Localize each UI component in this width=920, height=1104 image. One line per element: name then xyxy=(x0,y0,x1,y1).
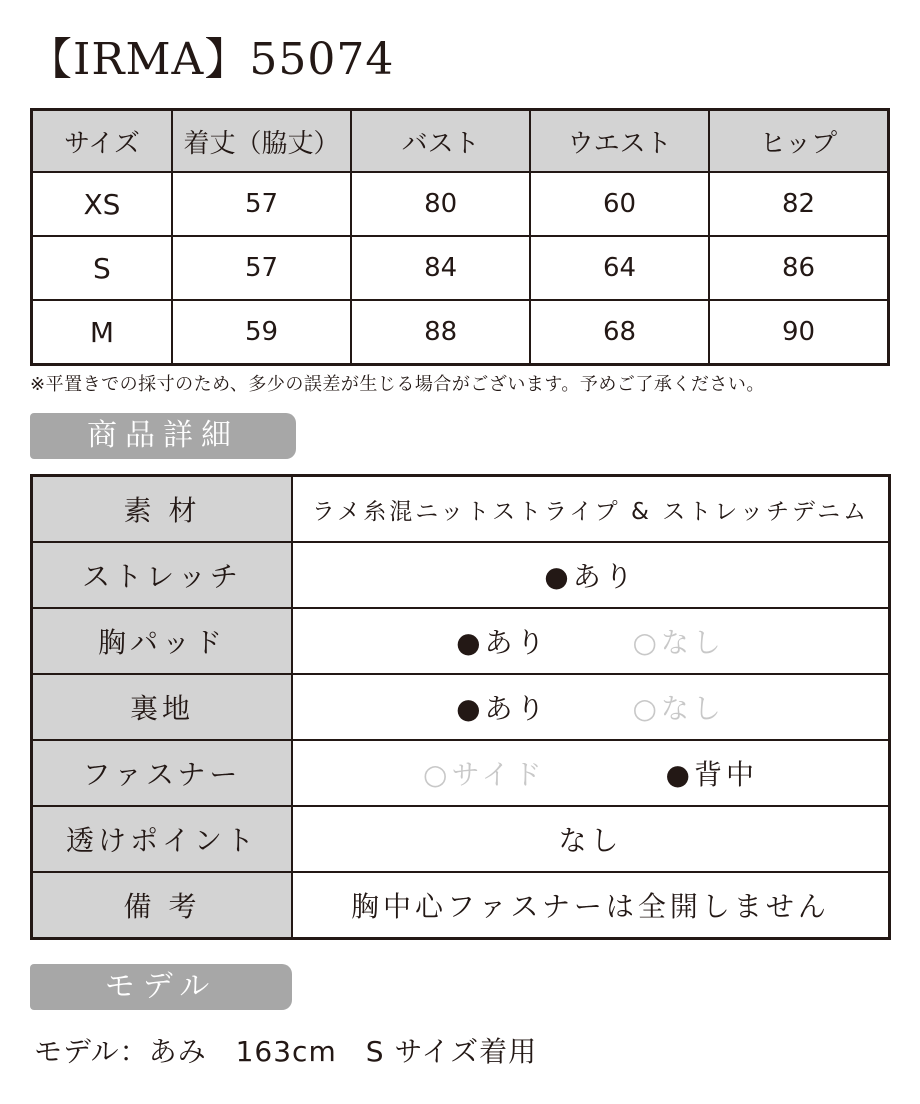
bust-cell: 88 xyxy=(351,300,530,365)
detail-row-fastener xyxy=(32,740,890,806)
lining-label: 裏地 xyxy=(32,674,293,740)
header-waist: ウエスト xyxy=(530,110,709,173)
chest-pad-label: 胸パッド xyxy=(32,608,293,674)
lining-option-yes: ●あり xyxy=(456,692,549,725)
size-table-header xyxy=(32,110,889,173)
header-length: 着丈（脇丈） xyxy=(172,110,351,173)
table-row xyxy=(32,236,889,300)
size-table xyxy=(30,108,890,366)
page-title: 【IRMA】55074 xyxy=(28,34,395,85)
table-row xyxy=(32,300,889,365)
material-value: ラメ糸混ニットストライプ & ストレッチデニム xyxy=(292,476,890,543)
chest-pad-value xyxy=(292,608,890,674)
model-section-heading: モデル xyxy=(30,964,292,1010)
hip-cell: 82 xyxy=(709,172,888,236)
hip-cell: 90 xyxy=(709,300,888,365)
waist-cell: 60 xyxy=(530,172,709,236)
chest-pad-option-no: ○なし xyxy=(632,626,725,659)
material-label: 素 材 xyxy=(32,476,293,543)
chest-pad-option-yes: ●あり xyxy=(456,626,549,659)
remarks-value: 胸中心ファスナーは全開しません xyxy=(292,872,890,939)
header-hip: ヒップ xyxy=(709,110,888,173)
fastener-value xyxy=(292,740,890,806)
lining-value xyxy=(292,674,890,740)
sheer-value: なし xyxy=(292,806,890,872)
length-cell: 57 xyxy=(172,236,351,300)
bust-cell: 84 xyxy=(351,236,530,300)
model-info: モデル：あみ 163cm S サイズ着用 xyxy=(34,1035,538,1068)
waist-cell: 68 xyxy=(530,300,709,365)
fastener-option-back: ●背中 xyxy=(665,758,758,791)
waist-cell: 64 xyxy=(530,236,709,300)
stretch-value: ●あり xyxy=(292,542,890,608)
detail-row-chest-pad xyxy=(32,608,890,674)
measurement-note: ※平置きでの採寸のため、多少の誤差が生じる場合がございます。予めご了承ください。 xyxy=(30,374,765,395)
fastener-option-side: ○サイド xyxy=(423,758,546,791)
detail-row-sheer xyxy=(32,806,890,872)
size-cell: XS xyxy=(32,172,172,236)
fastener-label: ファスナー xyxy=(32,740,293,806)
table-row xyxy=(32,172,889,236)
length-cell: 57 xyxy=(172,172,351,236)
stretch-label: ストレッチ xyxy=(32,542,293,608)
hip-cell: 86 xyxy=(709,236,888,300)
detail-row-lining xyxy=(32,674,890,740)
length-cell: 59 xyxy=(172,300,351,365)
remarks-label: 備 考 xyxy=(32,872,293,939)
details-section-heading: 商品詳細 xyxy=(30,413,296,459)
bust-cell: 80 xyxy=(351,172,530,236)
detail-row-stretch xyxy=(32,542,890,608)
sheer-label: 透けポイント xyxy=(32,806,293,872)
details-table xyxy=(30,474,891,940)
header-bust: バスト xyxy=(351,110,530,173)
size-cell: M xyxy=(32,300,172,365)
header-size: サイズ xyxy=(32,110,172,173)
detail-row-material xyxy=(32,476,890,543)
lining-option-no: ○なし xyxy=(632,692,725,725)
detail-row-remarks xyxy=(32,872,890,939)
size-cell: S xyxy=(32,236,172,300)
